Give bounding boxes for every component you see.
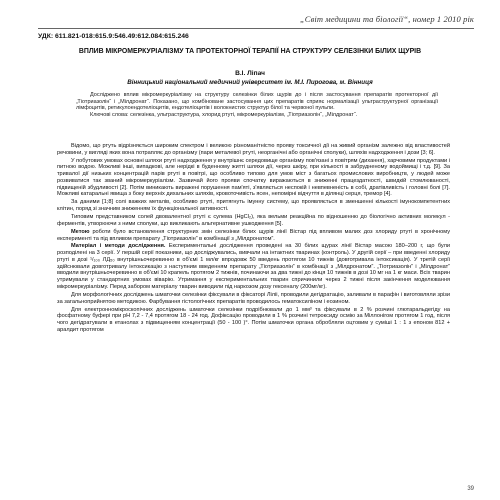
body-paragraph — [57, 229, 450, 243]
abstract-keywords: Ключові слова: селезінка, ультраструктура, хлорид ртуті, мікромеркуріалізм, „Тіотриазолін“, „Мілдронат“. — [90, 111, 358, 118]
methods-label: Матеріал і методи дослідження. — [71, 243, 166, 250]
article-body — [57, 143, 450, 335]
header-rule — [38, 28, 474, 29]
body-paragraph — [57, 243, 450, 290]
body-paragraph: Для морфологічних досліджень шматочки селезінки фіксували в фіксаторі Ліліі, проводили дегідратацію, заливали в парафін і виготовляли зрізи за загальноприйнятою методикою. Фарбування гістологічних препаратів проводилось гематоксиліном і еозином. — [57, 291, 450, 305]
page-number: 39 — [467, 486, 474, 492]
author: В.І. Ліпач — [235, 70, 265, 77]
abstract — [76, 92, 438, 118]
abstract-summary: Досліджено вплив мікромеркуріалізму на структуру селезінки білих щурів до і після застосування препаратів протекторної дії „Тіотриазолін“ і „Мілдронат“. Показано, що комбіноване застосування цих препаратів сприяє нормалізації ультраструктурної організації лімфоцитів, ретикулоендотеліоцитів, ендотеліоцитів і волокнистих структур білої та червоної пульпи. — [76, 92, 438, 112]
body-paragraph: У побутових умовах основні шляхи ртуті надходження у внутрішнє середовище організму пов'язані з повітрям (дихання), харчовими продуктами і питною водою. Можливі інші, випадкові, але нерідкі в буденному житті шляхи дії, через шкіру, при кількості в забрудненому водоймищі і т.д. [9]. За тривалої дії низьких концентрацій парів ртуті в повітрі, що особливо типово для умов міст з багатьох промислових виробництв, у людей може розвиватися так званий мікромеркуріалізм. Зазвичай його прояви спочатку виражаються в зниженні працездатності, швидкій стомлюваності, підвищеній збудливості [2]. Потім виникають виражені порушення пам'яті, з'являється неспокій і невпевненість в собі, дратівливість і головні болі [7]. Можливі катаральні явища з боку верхніх дихальних шляхів, кровоточивість ясен, непомірні відчуття в ділянці серця, тремор [4]. — [57, 157, 450, 198]
body-paragraph: Відомо, що ртуть відрізняється широким спектром і великою різноманітністю прояву токсичної дії на живий організм залежно від властивостей речовини, у вигляді яких вона потрапляє до організму (пари металевої ртуті, неорганічні або органічні сполуки), шляхів надходження і дози [3; 6]. — [57, 143, 450, 156]
body-paragraph: Для електронномікроскопічних досліджень шматочки селезінки подрібнювали до 1 мм³ та фіксували в 2 % розчині глютаральдегіду на фосфатному буфері при рН 7,2 - 7,4 протягом 18 - 24 год. Дофіксацію проводили в 1 % розчині тетроксиду осмію за Міллонігом протягом 1 год, після чого дегідратували в етанолах з підвищенням концентрації (50 - 100 )°. Потім шматочки органа обробляли оцтовим у суміші 1 : 1 з епоном 812 + аралдит протягом — [57, 306, 450, 333]
affiliation: Вінницький національний медичний університет ім. М.І. Пирогова, м. Вінниця — [127, 79, 373, 86]
article-title: ВПЛИВ МІКРОМЕРКУРІАЛІЗМУ ТА ПРОТЕКТОРНОЇ ТЕРАПІЇ НА СТРУКТУРУ СЕЛЕЗІНКИ БІЛИХ ЩУРІВ — [78, 48, 422, 55]
aim-text: роботи було встановлення структурних змін селезінки білих щурів лінії Вістар під впливом малих доз хлориду ртуті в хронічному експерименті та під впливом препарату „Тіотриазолін“ в комбінації з „Мілдронатом“. — [57, 228, 450, 242]
body-paragraph: Типовим представником солей двовалентної ртуті є сулема (HgCl₂), яка вельми реакційна по відношенню до біологічно активних молекул - ферментів, утворюючи з ними сполуки, що викликають альтернативне ушкодження [5]. — [57, 214, 450, 227]
body-paragraph: За даними [1;8] солі важких металів, особливо ртуті, притягнуть імунну систему, що проявляється в зменшенні кількості імунокомпетентних клітин, поряд зі значним зниженням їх функціональної активності. — [57, 199, 450, 213]
journal-header: „Світ медицини та біології“, номер 1 2010 рік — [299, 14, 474, 24]
udk-code: УДК: 611.821-018:615.9:546.49:612.084:615.246 — [38, 33, 189, 40]
aim-label: Метою — [71, 228, 90, 235]
methods-text: Експериментальні дослідження проведені на 30 білих щурах лінії Вістар масою 180–200 г, що були розподілені на 3 серії. У першій серії показники, що досліджувались, вивчали на інтактних тваринах (контроль). У другій серії – при введенні хлориду ртуті в дозі ¹/₁₀₀ ЛД₅₀ внутрішньочеревинно в об'ємі 1 мл/кг впродовж 50 введень протягом 10 тижнів (довготривала інтоксикація). У третій серії здійснювали довготривалу інтоксикацію з наступним введенням препарату „Тіотриазолін“ в комбінації з „Мілдронатом“. „Тіотриазолін“ і „Мілдронат“ вводили внутрішньочеревинно в об'ємі 10 крапель протягом 2 тижнів, починаючи за два тижні до кінця 10 тижнів в дозі 10 мг на 1 кг маси. Всіх тварин утримували у стандартних умовах віварію. Утримання у експериментальних тварин спричинили через 2 тижні після закінчення моделювання мікромеркуріалізму. Перед забором матеріалу тварин виводили під наркозом дозу гексеналу (200мг/кг). — [57, 243, 450, 290]
